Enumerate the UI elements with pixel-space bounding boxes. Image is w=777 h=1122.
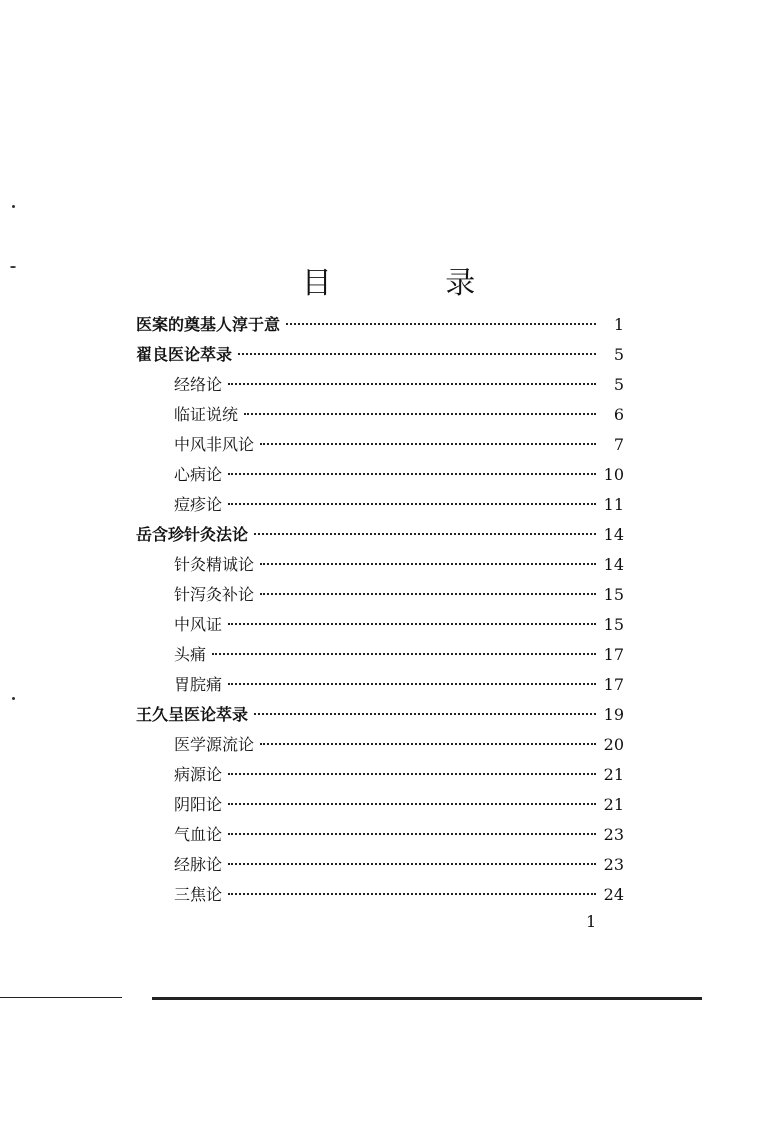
toc-entry-page: 14 xyxy=(603,555,624,574)
toc-entry xyxy=(136,790,624,820)
toc-entry xyxy=(136,850,624,880)
toc-entry-page: 5 xyxy=(613,375,624,394)
dot-leader xyxy=(260,593,596,595)
toc-entry-page: 17 xyxy=(603,675,624,694)
toc-entry-page: 21 xyxy=(603,765,624,784)
toc-entry-page: 23 xyxy=(603,855,624,874)
toc-entry xyxy=(136,310,624,340)
scan-speck xyxy=(12,697,15,700)
toc-entry-title: 经脉论 xyxy=(174,855,223,874)
toc-entry-page: 7 xyxy=(613,435,624,454)
toc-entry-title: 经络论 xyxy=(174,375,223,394)
dot-leader xyxy=(228,773,596,775)
dot-leader xyxy=(228,833,596,835)
toc-entry-page: 6 xyxy=(613,405,624,424)
dot-leader xyxy=(260,443,596,445)
table-of-contents xyxy=(136,310,624,910)
toc-entry xyxy=(136,370,624,400)
toc-entry-title: 岳含珍针灸法论 xyxy=(136,525,249,544)
dot-leader xyxy=(228,503,596,505)
toc-entry-title: 病源论 xyxy=(174,765,223,784)
toc-entry-title: 痘疹论 xyxy=(174,495,223,514)
toc-entry xyxy=(136,700,624,730)
toc-entry-page: 15 xyxy=(603,585,624,604)
toc-entry xyxy=(136,460,624,490)
scan-speck xyxy=(10,266,16,268)
toc-entry-title: 王久呈医论萃录 xyxy=(136,705,249,724)
toc-entry-page: 23 xyxy=(603,825,624,844)
toc-entry-title: 阴阳论 xyxy=(174,795,223,814)
dot-leader xyxy=(260,563,596,565)
toc-entry-title: 气血论 xyxy=(174,825,223,844)
toc-entry xyxy=(136,550,624,580)
toc-entry-page: 21 xyxy=(603,795,624,814)
toc-entry-page: 19 xyxy=(603,705,624,724)
toc-entry-page: 17 xyxy=(603,645,624,664)
toc-entry-title: 临证说统 xyxy=(174,405,239,424)
dot-leader xyxy=(228,863,596,865)
scan-speck xyxy=(12,205,15,208)
bottom-rule-right xyxy=(152,997,702,1000)
toc-entry xyxy=(136,520,624,550)
toc-entry xyxy=(136,430,624,460)
dot-leader xyxy=(212,653,596,655)
toc-entry-title: 针灸精诚论 xyxy=(174,555,255,574)
toc-entry-page: 10 xyxy=(603,465,624,484)
dot-leader xyxy=(260,743,596,745)
toc-entry xyxy=(136,400,624,430)
toc-entry-title: 医学源流论 xyxy=(174,735,255,754)
dot-leader xyxy=(254,533,596,535)
toc-entry xyxy=(136,610,624,640)
toc-entry xyxy=(136,670,624,700)
toc-entry-page: 1 xyxy=(613,315,624,334)
toc-entry-page: 11 xyxy=(603,495,624,514)
toc-entry-title: 医案的奠基人淳于意 xyxy=(136,315,281,334)
toc-entry-page: 14 xyxy=(603,525,624,544)
dot-leader xyxy=(228,473,596,475)
toc-entry-title: 中风证 xyxy=(174,615,223,634)
dot-leader xyxy=(228,893,596,895)
dot-leader xyxy=(228,803,596,805)
toc-entry xyxy=(136,760,624,790)
toc-entry-page: 24 xyxy=(603,885,624,904)
toc-entry-title: 针泻灸补论 xyxy=(174,585,255,604)
dot-leader xyxy=(286,323,596,325)
toc-entry-page: 20 xyxy=(603,735,624,754)
dot-leader xyxy=(228,683,596,685)
toc-entry xyxy=(136,340,624,370)
toc-entry-title: 心病论 xyxy=(174,465,223,484)
bottom-rule-left xyxy=(0,997,122,998)
toc-entry xyxy=(136,490,624,520)
toc-entry xyxy=(136,820,624,850)
toc-entry-page: 5 xyxy=(613,345,624,364)
toc-entry xyxy=(136,880,624,910)
toc-title: 目 录 xyxy=(301,266,528,302)
toc-entry xyxy=(136,640,624,670)
toc-entry xyxy=(136,580,624,610)
toc-entry-title: 胃脘痛 xyxy=(174,675,223,694)
dot-leader xyxy=(244,413,596,415)
toc-entry-title: 头痛 xyxy=(174,645,207,664)
toc-entry xyxy=(136,730,624,760)
dot-leader xyxy=(254,713,596,715)
dot-leader xyxy=(228,623,596,625)
page-number: 1 xyxy=(586,912,597,931)
toc-entry-page: 15 xyxy=(603,615,624,634)
dot-leader xyxy=(228,383,596,385)
toc-entry-title: 中风非风论 xyxy=(174,435,255,454)
toc-entry-title: 翟良医论萃录 xyxy=(136,345,233,364)
toc-entry-title: 三焦论 xyxy=(174,885,223,904)
dot-leader xyxy=(238,353,596,355)
